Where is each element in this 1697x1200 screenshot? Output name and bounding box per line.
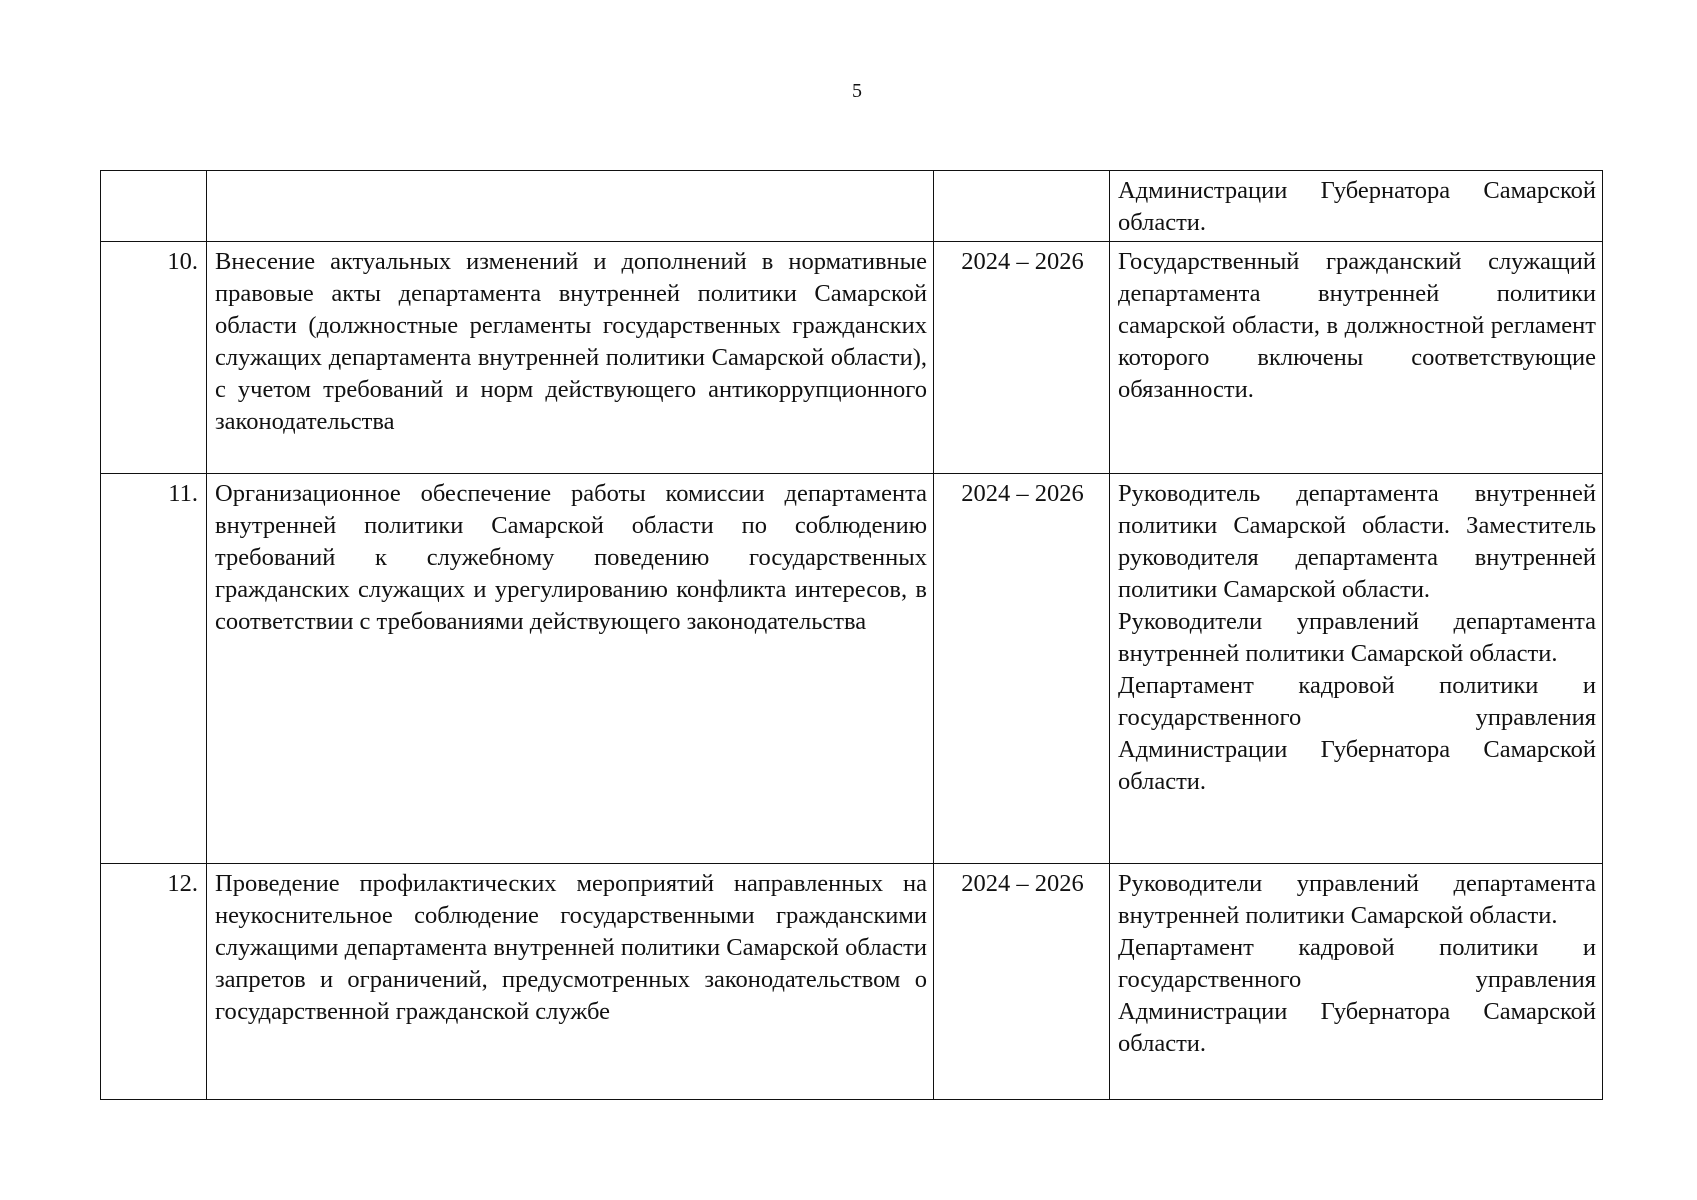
measures-table (100, 170, 1603, 1100)
page-number: 5 (852, 80, 862, 102)
action-cell: Внесение актуальных изменений и дополнений в нормативные правовые акты департамента внутренней политики Самарской области (должностные регламенты государственных гражданских служащих департамента внутренней политики Самарской области), с учетом требований и норм действующего антикоррупционного законодательства (207, 242, 934, 474)
table-row (101, 474, 1603, 864)
responsible-cell (1110, 474, 1603, 864)
action-cell: Проведение профилактических мероприятий направленных на неукоснительное соблюдение государственными гражданскими служащими департамента внутренней политики Самарской области запретов и ограничений, предусмотренных законодательством о государственной гражданской службе (207, 864, 934, 1100)
period-cell: 2024 – 2026 (934, 864, 1110, 1100)
responsible-cell (1110, 171, 1603, 242)
table-row (101, 171, 1603, 242)
row-number (101, 171, 207, 242)
row-number: 10. (101, 242, 207, 474)
responsible-paragraph: Руководители управлений департамента внутренней политики Самарской области. (1118, 608, 1596, 667)
table-row (101, 242, 1603, 474)
responsible-paragraph: Департамент кадровой политики и государственного управления Администрации Губернатора Самарской области. (1118, 934, 1596, 1057)
action-cell: Организационное обеспечение работы комиссии департамента внутренней политики Самарской области по соблюдению требований к служебному поведению государственных гражданских служащих и урегулированию конфликта интересов, в соответствии с требованиями действующего законодательства (207, 474, 934, 864)
responsible-paragraph: Руководитель департамента внутренней политики Самарской области. Заместитель руководителя департамента внутренней политики Самарской области. (1118, 480, 1596, 603)
responsible-paragraph: Руководители управлений департамента внутренней политики Самарской области. (1118, 870, 1596, 929)
responsible-paragraph: Государственный гражданский служащий департамента внутренней политики самарской области, в должностной регламент которого включены соответствующие обязанности. (1118, 248, 1596, 403)
period-cell: 2024 – 2026 (934, 474, 1110, 864)
responsible-cell (1110, 242, 1603, 474)
period-cell: 2024 – 2026 (934, 242, 1110, 474)
responsible-cell (1110, 864, 1603, 1100)
action-cell (207, 171, 934, 242)
period-cell (934, 171, 1110, 242)
row-number: 12. (101, 864, 207, 1100)
responsible-paragraph: Департамент кадровой политики и государственного управления Администрации Губернатора Самарской области. (1118, 672, 1596, 795)
responsible-paragraph: Администрации Губернатора Самарской области. (1118, 177, 1596, 236)
table-row (101, 864, 1603, 1100)
row-number: 11. (101, 474, 207, 864)
